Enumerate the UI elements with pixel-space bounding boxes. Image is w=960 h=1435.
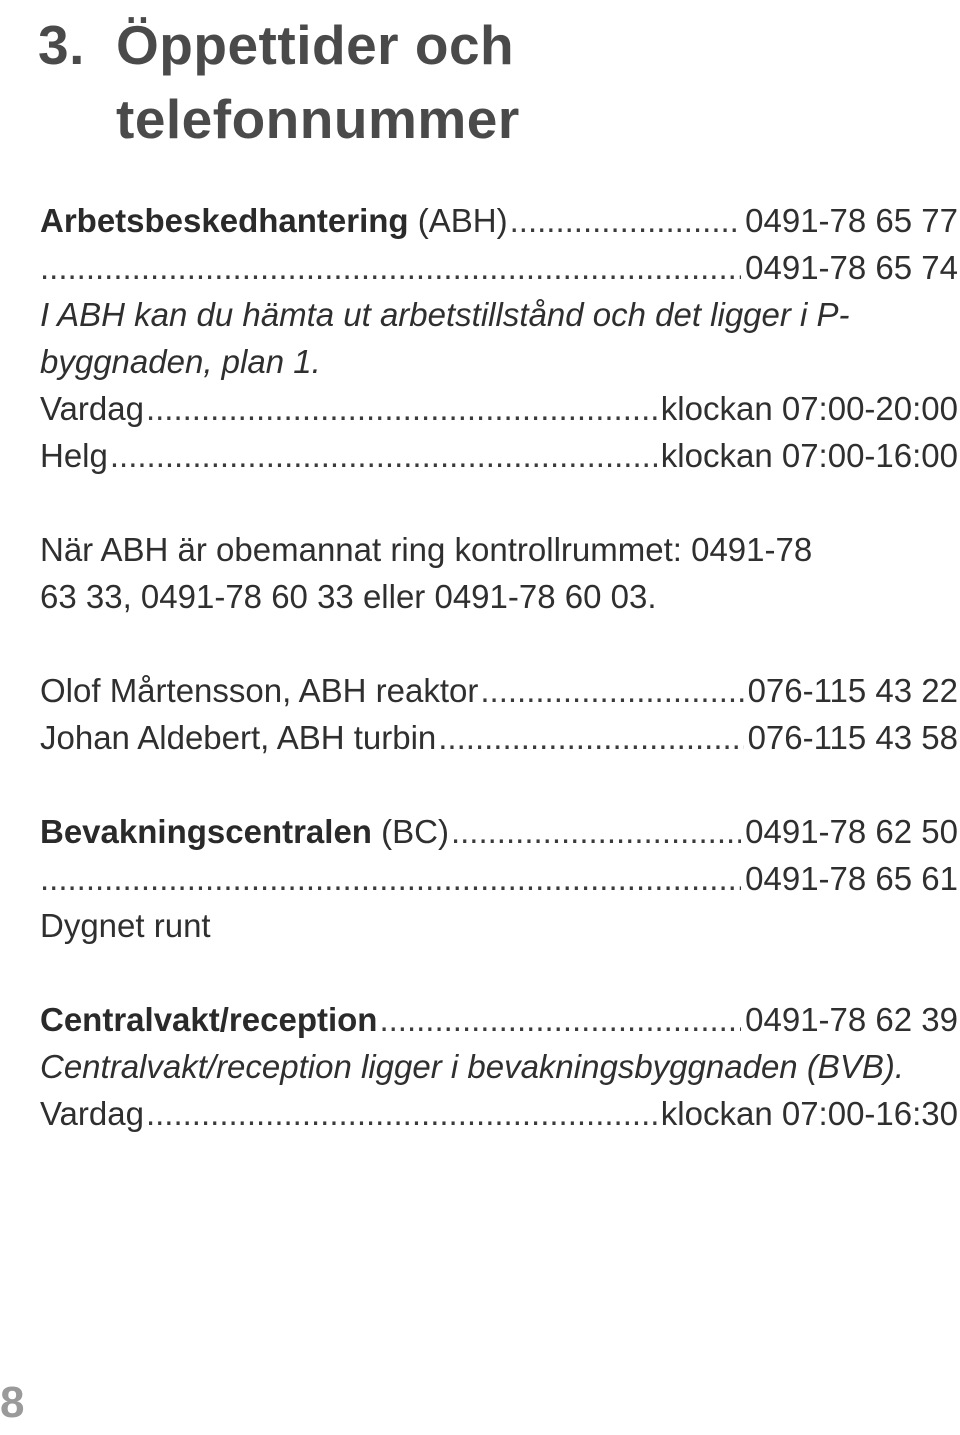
leader-dots (146, 1090, 657, 1137)
abh-location-note: I ABH kan du hämta ut arbetstillstånd och det ligger i P-byggnaden, plan 1. (40, 296, 850, 380)
page-number: 8 (0, 1378, 25, 1427)
reception-weekday-row (40, 1090, 958, 1137)
leader-dots (146, 385, 657, 432)
abh-contact-row (40, 667, 958, 714)
leader-dots (480, 667, 743, 714)
bc-phone-row-1 (40, 808, 958, 855)
abh-weekday-hours: klockan 07:00-20:00 (660, 390, 958, 427)
bc-abbr: (BC) (381, 813, 449, 850)
abh-abbr: (ABH) (417, 202, 508, 239)
abh-phone-1: 0491-78 65 77 (745, 202, 958, 239)
title-line-1: Öppettider och (116, 14, 515, 76)
abh-weekend-label: Helg (40, 437, 108, 474)
abh-contact-phone: 076-115 43 58 (747, 719, 958, 756)
reception-weekday-hours: klockan 07:00-16:30 (660, 1095, 958, 1132)
leader-dots (110, 432, 657, 479)
abh-contact-phone: 076-115 43 22 (747, 672, 958, 709)
leader-dots (40, 244, 741, 291)
abh-phone-row-1 (40, 197, 958, 244)
abh-contact-name: Johan Aldebert, ABH turbin (40, 719, 437, 756)
title-line-2: telefonnummer (116, 88, 520, 150)
page-title (38, 8, 520, 156)
contact-list (40, 197, 958, 1137)
abh-name: Arbetsbeskedhantering (40, 202, 409, 239)
abh-contact-row (40, 714, 958, 761)
abh-weekend-hours: klockan 07:00-16:00 (660, 437, 958, 474)
leader-dots (510, 197, 742, 244)
bc-hours: Dygnet runt (40, 907, 211, 944)
reception-phone: 0491-78 62 39 (745, 1001, 958, 1038)
abh-weekend-row (40, 432, 958, 479)
reception-weekday-label: Vardag (40, 1095, 144, 1132)
abh-unmanned-note: När ABH är obemannat ring kontrollrummet: 0491-78 63 33, 0491-78 60 33 eller 0491-78 60 03. (40, 531, 813, 615)
bc-phone-2: 0491-78 65 61 (745, 860, 958, 897)
reception-phone-row (40, 996, 958, 1043)
abh-contact-name: Olof Mårtensson, ABH reaktor (40, 672, 479, 709)
leader-dots (451, 808, 741, 855)
leader-dots (40, 855, 741, 902)
reception-location-note: Centralvakt/reception ligger i bevakningsbyggnaden (BVB). (40, 1048, 904, 1085)
abh-weekday-label: Vardag (40, 390, 144, 427)
abh-phone-2: 0491-78 65 74 (745, 249, 958, 286)
bc-phone-1: 0491-78 62 50 (745, 813, 958, 850)
leader-dots (379, 996, 741, 1043)
bc-name: Bevakningscentralen (40, 813, 372, 850)
section-number: 3. (38, 14, 85, 76)
reception-name: Centralvakt/reception (40, 1001, 378, 1038)
bc-phone-row-2 (40, 855, 958, 902)
leader-dots (438, 714, 743, 761)
abh-phone-row-2 (40, 244, 958, 291)
abh-weekday-row (40, 385, 958, 432)
